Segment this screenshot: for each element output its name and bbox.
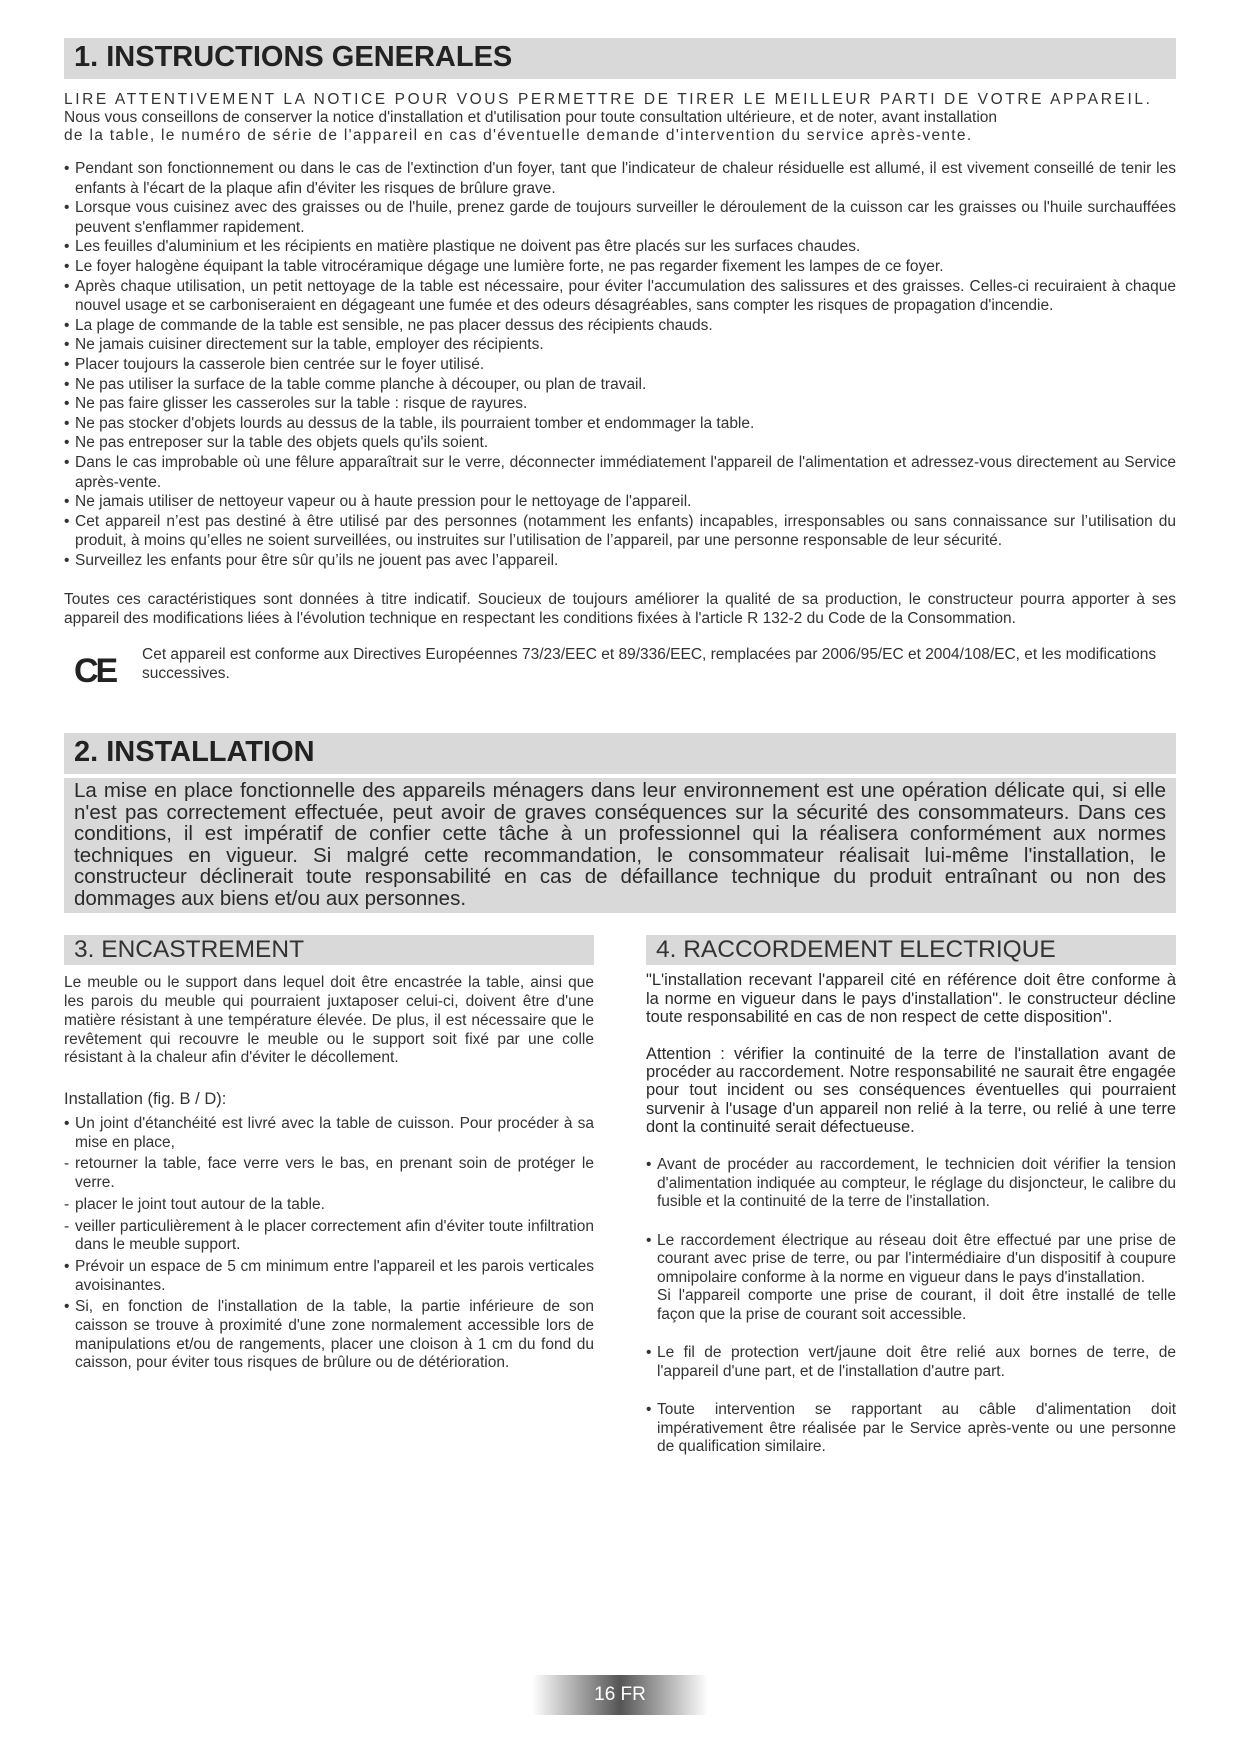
raccordement-column	[646, 935, 1176, 1476]
list-item: • Le foyer halogène équipant la table vitrocéramique dégage une lumière forte, ne pas regarder fixement les lampes de ce foyer.	[64, 257, 1176, 277]
section-title-encastrement: 3. ENCASTREMENT	[64, 935, 594, 965]
section-title-general-instructions: 1. INSTRUCTIONS GENERALES	[64, 38, 1176, 79]
list-item: • Ne pas entreposer sur la table des objets quels qu'ils soient.	[64, 433, 1176, 453]
list-item: • Cet appareil n’est pas destiné à être utilisé par des personnes (notamment les enfants) incapables, irresponsables ou sans connaissance sur l’utilisation du produit, à moins qu’elles ne soient surveillées, ou instruites sur l’utilisation de l’appareil, par une personne responsable de leur sécurité.	[64, 512, 1176, 551]
list-item: • Surveillez les enfants pour être sûr qu’ils ne jouent pas avec l’appareil.	[64, 551, 1176, 571]
list-item: • Ne pas faire glisser les casseroles sur la table : risque de rayures.	[64, 394, 1176, 414]
list-item: - retourner la table, face verre vers le bas, en prenant soin de protéger le verre.	[64, 1155, 594, 1192]
list-item: • Pendant son fonctionnement ou dans le cas de l'extinction d'un foyer, tant que l'indicateur de chaleur résiduelle est allumé, il est vivement conseillé de tenir les enfants à l'écart de la plaque afin d'éviter les risques de brûlure grave.	[64, 159, 1176, 198]
ce-compliance-text: Cet appareil est conforme aux Directives Européennes 73/23/EEC et 89/336/EEC, remplacées par 2006/95/EC et 2004/108/EC, et les modifications successives.	[142, 646, 1157, 682]
list-item: - veiller particulièrement à le placer correctement afin d'éviter toute infiltration dans le meuble support.	[64, 1218, 594, 1255]
list-item: • Ne jamais cuisiner directement sur la table, employer des récipients.	[64, 335, 1176, 355]
list-item: - placer le joint tout autour de la table.	[64, 1196, 594, 1215]
ce-mark-icon: CE	[74, 652, 116, 691]
list-item-extra: Si l'appareil comporte une prise de courant, il doit être installé de telle façon que la prise de courant soit accessible.	[657, 1287, 1176, 1323]
list-item: • Après chaque utilisation, un petit nettoyage de la table est nécessaire, pour éviter l'accumulation des salissures et des graisses. Celles-ci recuiraient à chaque nouvel usage et se carboniseraient en dégageant une fumée et des odeurs désagréables, sans compter les risques de propagation d'incendie.	[64, 277, 1176, 316]
section-title-raccordement: 4. RACCORDEMENT ELECTRIQUE	[646, 935, 1176, 965]
list-item: • Prévoir un espace de 5 cm minimum entre l'appareil et les parois verticales avoisinantes.	[64, 1258, 594, 1295]
manual-page	[64, 38, 1176, 1477]
section-title-installation: 2. INSTALLATION	[64, 733, 1176, 774]
raccordement-norm-paragraph: "L'installation recevant l'appareil cité en référence doit être conforme à la norme en vigueur dans le pays d'installation". le constructeur décline toute responsabilité en cas de non respect de cette disposition".	[646, 971, 1176, 1026]
intro-body-line-2: de la table, le numéro de série de l'appareil en cas d'éventuelle demande d'intervention du service après-vente.	[64, 127, 973, 144]
installation-warning-box: La mise en place fonctionnelle des appareils ménagers dans leur environnement est une opération délicate qui, si elle n'est pas correctement effectuée, peut avoir de graves conséquences sur la sécurité des consommateurs. Dans ces conditions, il est impératif de confier cette tâche à un professionnel qui la réalisera conformément aux normes techniques en vigueur. Si malgré cette recommandation, le consommateur réalisait lui-même l'installation, le constructeur déclinerait toute responsabilité en cas de défaillance technique du produit entraînant ou non des dommages aux biens et/ou aux personnes.	[64, 778, 1176, 913]
list-item: • Ne pas utiliser la surface de la table comme planche à découper, ou plan de travail.	[64, 375, 1176, 395]
general-instructions-list	[64, 159, 1176, 570]
raccordement-list	[646, 1156, 1176, 1457]
raccordement-attention-paragraph: Attention : vérifier la continuité de la terre de l'installation avant de procéder au raccordement. Notre responsabilité ne saurait être engagée pour tout incident ou ses conséquences éventuelles qui pourraient survenir à l'usage d'un appareil non relié à la terre, ou relié à une terre dont la continuité serait défectueuse.	[646, 1045, 1176, 1136]
encastrement-steps	[64, 1115, 594, 1373]
list-item: • Si, en fonction de l'installation de la table, la partie inférieure de son caisson se trouve à proximité d'une zone normalement accessible lors de manipulations et/ou de rangements, placer une cloison à 1 cm du fond du caisson, pour éviter tous risques de brûlure ou de détérioration.	[64, 1298, 594, 1373]
page-number: 16 FR	[532, 1675, 708, 1715]
list-item: • Ne jamais utiliser de nettoyeur vapeur ou à haute pression pour le nettoyage de l'appareil.	[64, 492, 1176, 512]
encastrement-body: Le meuble ou le support dans lequel doit être encastrée la table, ainsi que les parois du meuble qui pourraient juxtaposer celui-ci, doivent être d'une matière résistant à une température élevée. De plus, il est nécessaire que le revêtement qui recouvre le meuble ou le support soit fixé par une colle résistant à la chaleur afin d'éviter le décollement.	[64, 974, 594, 1067]
list-item: • Le fil de protection vert/jaune doit être relié aux bornes de terre, de l'appareil d'une part, et de l'installation d'autre part.	[646, 1344, 1176, 1381]
encastrement-column	[64, 935, 594, 1476]
ce-compliance	[64, 646, 1176, 691]
list-item: • Avant de procéder au raccordement, le technicien doit vérifier la tension d'alimentation indiquée au compteur, le réglage du disjoncteur, le calibre du fusible et la continuité de la terre de l'installation.	[646, 1156, 1176, 1212]
intro-body-line-1: Nous vous conseillons de conserver la notice d'installation et d'utilisation pour toute consultation ultérieure, et de noter, avant installation	[64, 109, 998, 126]
list-item: • Dans le cas improbable où une fêlure apparaîtrait sur le verre, déconnecter immédiatement l'appareil de l'alimentation et adressez-vous directement au Service après-vente.	[64, 453, 1176, 492]
list-item: • Ne pas stocker d'objets lourds au dessus de la table, ils pourraient tomber et endommager la table.	[64, 414, 1176, 434]
list-item: • Les feuilles d'aluminium et les récipients en matière plastique ne doivent pas être placés sur les surfaces chaudes.	[64, 237, 1176, 257]
list-item: • La plage de commande de la table est sensible, ne pas placer dessus des récipients chauds.	[64, 316, 1176, 336]
list-item: • Toute intervention se rapportant au câble d'alimentation doit impérativement être réalisée par le Service après-vente ou une personne de qualification similaire.	[646, 1401, 1176, 1457]
list-item: • Placer toujours la casserole bien centrée sur le foyer utilisé.	[64, 355, 1176, 375]
list-item: • Un joint d'étanchéité est livré avec la table de cuisson. Pour procéder à sa mise en place,	[64, 1115, 594, 1152]
closing-paragraph: Toutes ces caractéristiques sont données à titre indicatif. Soucieux de toujours améliorer la qualité de sa production, le constructeur pourra apporter à ses appareil des modifications liées à l'évolution technique en respectant les conditions fixées à l'article R 132-2 du Code de la Consommation.	[64, 591, 1176, 627]
list-item: • Lorsque vous cuisinez avec des graisses ou de l'huile, prenez garde de toujours surveiller le déroulement de la cuisson car les graisses ou l'huile surchauffées peuvent s'enflammer rapidement.	[64, 198, 1176, 237]
intro-caps: LIRE ATTENTIVEMENT LA NOTICE POUR VOUS PERMETTRE DE TIRER LE MEILLEUR PARTI DE VOTRE APPAREIL.	[64, 91, 1153, 108]
installation-fig-subtitle: Installation (fig. B / D):	[64, 1089, 227, 1108]
two-column-sections	[64, 935, 1176, 1476]
list-item-text: Le raccordement électrique au réseau doit être effectué par une prise de courant avec prise de terre, ou par l'intermédiaire d'un dispositif à coupure omnipolaire conforme à la norme en vigueur dans le pays d'installation.	[657, 1231, 1176, 1286]
intro-body	[64, 109, 1176, 145]
list-item	[646, 1232, 1176, 1325]
